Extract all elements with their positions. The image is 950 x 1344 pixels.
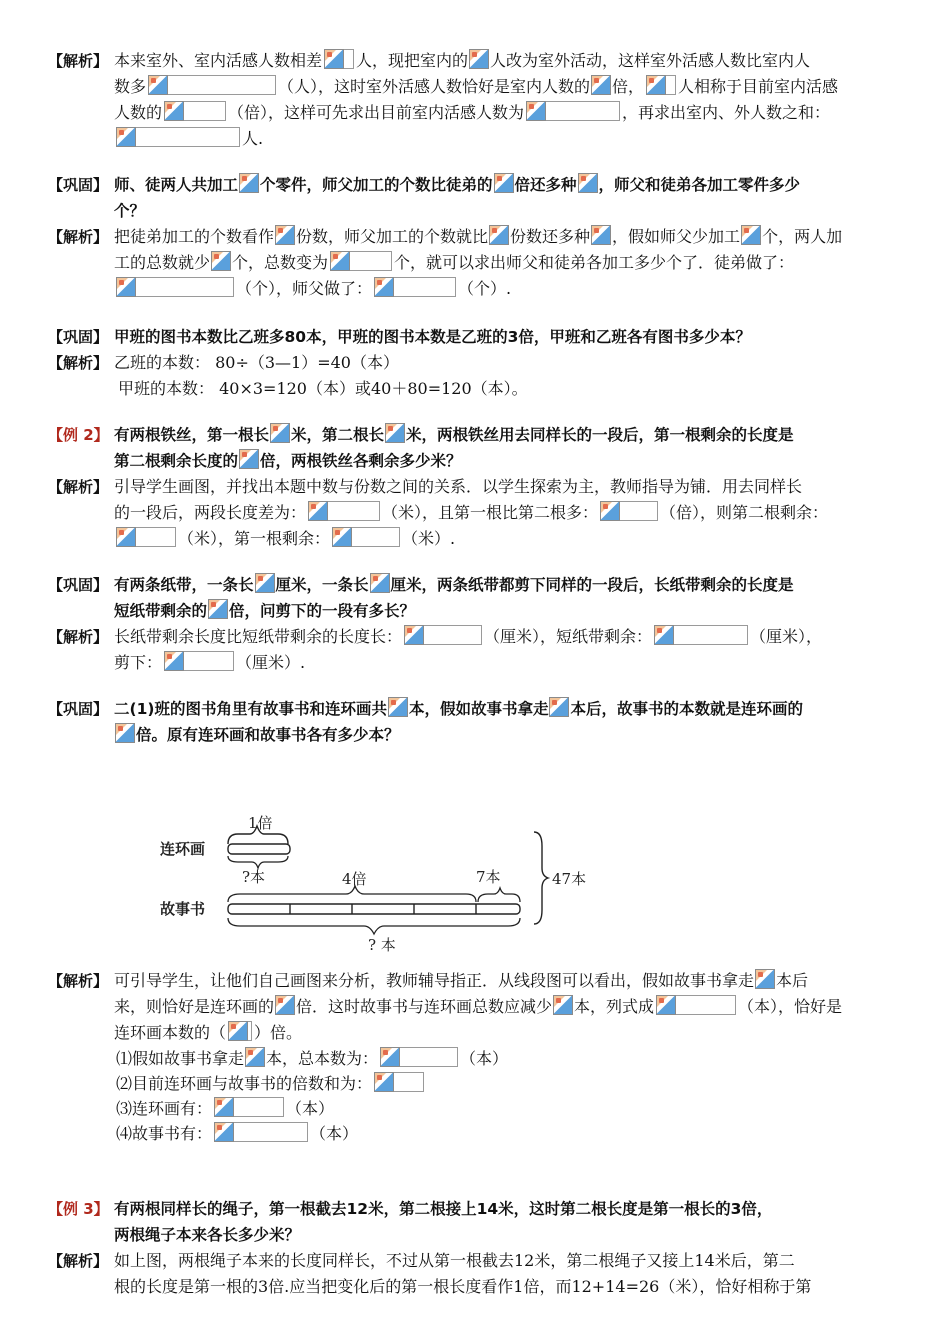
answer-box[interactable] xyxy=(324,49,354,69)
analysis-tag: 【解析】 xyxy=(48,1252,109,1270)
analysis-tag: 【解析】 xyxy=(48,228,109,246)
story-label: 故事书 xyxy=(160,900,206,918)
image-placeholder-icon xyxy=(385,423,405,443)
image-placeholder-icon xyxy=(646,75,666,95)
answer-box[interactable] xyxy=(654,625,748,645)
line-segment-diagram xyxy=(150,810,630,960)
image-placeholder-icon xyxy=(239,449,259,469)
image-placeholder-icon xyxy=(245,1047,265,1067)
analysis-1 xyxy=(48,48,908,152)
analysis-story-books xyxy=(48,968,908,1146)
answer-box[interactable] xyxy=(600,501,658,521)
comic-segment xyxy=(228,844,290,854)
analysis-tag: 【解析】 xyxy=(48,478,109,496)
example-3 xyxy=(48,1196,908,1300)
image-placeholder-icon xyxy=(275,225,295,245)
analysis-text: 引导学生画图，并找出本题中数与份数之间的关系．以学生探索为主，教师指导为铺．用去同样长 的一段后，两段长度差为： （米），且第一根比第二根多： （倍），则第二根剩余： （米），第一根剩余： （米）. xyxy=(114,477,829,548)
exercise-paper-strips xyxy=(48,572,908,676)
image-placeholder-icon xyxy=(239,173,259,193)
answer-box[interactable] xyxy=(164,651,234,671)
analysis-tag: 【解析】 xyxy=(48,354,109,372)
brace-one-times xyxy=(228,826,288,844)
question-text: 师、徒两人共加工 个零件，师父加工的个数比徒弟的 倍还多种 ，师父和徒弟各加工零件多少 个？ xyxy=(114,172,908,224)
example-2 xyxy=(48,422,908,552)
answer-box[interactable] xyxy=(332,527,400,547)
image-placeholder-icon xyxy=(489,225,509,245)
image-placeholder-icon xyxy=(330,251,350,271)
question-text: 有两根同样长的绳子，第一根截去12米，第二根接上14米，这时第二根长度是第一根长的3倍， 两根绳子本来各长多少米？ xyxy=(114,1200,773,1244)
story-unknown-label: ? 本 xyxy=(368,936,396,954)
total-label: 47本 xyxy=(552,870,587,888)
analysis-tag: 【解析】 xyxy=(48,972,109,990)
answer-box[interactable] xyxy=(330,251,392,271)
image-placeholder-icon xyxy=(332,527,352,547)
image-placeholder-icon xyxy=(370,573,390,593)
question-text: 有两根铁丝，第一根长 米，第二根长 米，两根铁丝用去同样长的一段后，第一根剩余的长度是 第二根剩余长度的 倍，两根铁丝各剩余多少米？ xyxy=(114,422,908,474)
image-placeholder-icon xyxy=(591,225,611,245)
image-placeholder-icon xyxy=(388,697,408,717)
analysis-tag: 【解析】 xyxy=(48,52,109,70)
step-4: ⑷故事书有： （本） xyxy=(116,1124,359,1143)
answer-box[interactable] xyxy=(116,127,240,147)
consolidate-tag: 【巩固】 xyxy=(48,328,109,346)
brace-total xyxy=(534,832,548,924)
step-2: ⑵目前连环画与故事书的倍数和为： xyxy=(116,1071,908,1096)
example-tag: 【例 2】 xyxy=(48,426,109,444)
answer-box[interactable] xyxy=(214,1097,284,1117)
analysis-text: 乙班的本数： 80÷（3—1）=40（本） 甲班的本数： 40×3=120（本）或40＋80=120（本）。 xyxy=(114,353,528,398)
answer-box[interactable] xyxy=(164,101,226,121)
image-placeholder-icon xyxy=(380,1047,400,1067)
comic-unknown-label: ?本 xyxy=(242,868,266,886)
answer-box[interactable] xyxy=(526,101,620,121)
answer-box[interactable] xyxy=(646,75,676,95)
image-placeholder-icon xyxy=(578,173,598,193)
image-placeholder-icon xyxy=(600,501,620,521)
question-text: 有两条纸带，一条长 厘米，一条长 厘米，两条纸带都剪下同样的一段后，长纸带剩余的长度是 短纸带剩余的 倍，问剪下的一段有多长？ xyxy=(114,572,908,624)
analysis-text: 长纸带剩余长度比短纸带剩余的长度长： （厘米），短纸带剩余： （厘米）， 剪下： （厘米）. xyxy=(114,627,823,672)
answer-box[interactable] xyxy=(116,527,176,547)
image-placeholder-icon xyxy=(164,651,184,671)
analysis-text: 可引导学生，让他们自己画图来分析，教师辅导指正．从线段图可以看出，假如故事书拿走 本后 来，则恰好是连环画的 倍．这时故事书与连环画总数应减少 本，列式成 （本），恰好是 连环画本数的（ ）倍。 ⑴假如故事书拿走 本，总本数为： （本） ⑵目前连环画与故事书的倍数和为： ⑶连环画有： （本） ⑷故事书有： （本） xyxy=(114,968,908,1146)
brace-seven xyxy=(478,888,520,902)
answer-box[interactable] xyxy=(380,1047,458,1067)
image-placeholder-icon xyxy=(115,723,135,743)
image-placeholder-icon xyxy=(214,1122,234,1142)
exercise-class-books xyxy=(48,324,908,402)
analysis-tag: 【解析】 xyxy=(48,628,109,646)
step-list xyxy=(116,1046,908,1146)
image-placeholder-icon xyxy=(164,101,184,121)
image-placeholder-icon xyxy=(116,527,136,547)
answer-box[interactable] xyxy=(228,1021,252,1041)
image-placeholder-icon xyxy=(526,101,546,121)
answer-box[interactable] xyxy=(214,1122,308,1142)
answer-box[interactable] xyxy=(148,75,276,95)
answer-box[interactable] xyxy=(404,625,482,645)
image-placeholder-icon xyxy=(228,1021,248,1041)
brace-comic-unknown xyxy=(228,856,288,868)
image-placeholder-icon xyxy=(270,423,290,443)
consolidate-tag: 【巩固】 xyxy=(48,700,109,718)
image-placeholder-icon xyxy=(208,599,228,619)
image-placeholder-icon xyxy=(214,1097,234,1117)
answer-box[interactable] xyxy=(308,501,380,521)
step-3: ⑶连环画有： （本） xyxy=(116,1099,335,1118)
exercise-master-apprentice xyxy=(48,172,908,302)
answer-box[interactable] xyxy=(374,1072,424,1092)
image-placeholder-icon xyxy=(656,995,676,1015)
question-text: 甲班的图书本数比乙班多80本，甲班的图书本数是乙班的3倍，甲班和乙班各有图书多少本？ xyxy=(114,328,751,346)
consolidate-tag: 【巩固】 xyxy=(48,576,109,594)
analysis-text: 本来室外、室内活感人数相差 人，现把室内的 人改为室外活动，这样室外活感人数比室内人 数多 （人），这时室外活感人数恰好是室内人数的 倍， 人相称于目前室内活感 人数的 （倍），这样可先求出目前室内活感人数为 ，再求出室内、外人数之和： 人. xyxy=(114,51,839,148)
image-placeholder-icon xyxy=(469,49,489,69)
image-placeholder-icon xyxy=(549,697,569,717)
example-tag: 【例 3】 xyxy=(48,1200,109,1218)
answer-box[interactable] xyxy=(116,277,234,297)
four-times-label: 4倍 xyxy=(342,870,367,888)
image-placeholder-icon xyxy=(275,995,295,1015)
image-placeholder-icon xyxy=(374,277,394,297)
brace-story-total xyxy=(228,918,520,934)
comic-label: 连环画 xyxy=(160,840,206,858)
image-placeholder-icon xyxy=(324,49,344,69)
image-placeholder-icon xyxy=(211,251,231,271)
step-1: ⑴假如故事书拿走 本，总本数为： （本） xyxy=(116,1049,509,1068)
answer-box[interactable] xyxy=(656,995,736,1015)
answer-box[interactable] xyxy=(374,277,456,297)
image-placeholder-icon xyxy=(116,277,136,297)
image-placeholder-icon xyxy=(404,625,424,645)
image-placeholder-icon xyxy=(741,225,761,245)
image-placeholder-icon xyxy=(308,501,328,521)
brace-four-times xyxy=(228,886,476,902)
image-placeholder-icon xyxy=(591,75,611,95)
image-placeholder-icon xyxy=(755,969,775,989)
image-placeholder-icon xyxy=(255,573,275,593)
seven-label: 7本 xyxy=(476,868,501,886)
image-placeholder-icon xyxy=(494,173,514,193)
image-placeholder-icon xyxy=(654,625,674,645)
consolidate-tag: 【巩固】 xyxy=(48,176,109,194)
image-placeholder-icon xyxy=(116,127,136,147)
question-text: 二(1)班的图书角里有故事书和连环画共 本，假如故事书拿走 本后，故事书的本数就是连环画的 倍。原有连环画和故事书各有多少本？ xyxy=(114,696,908,748)
exercise-story-books xyxy=(48,696,908,748)
image-placeholder-icon xyxy=(148,75,168,95)
image-placeholder-icon xyxy=(374,1072,394,1092)
analysis-text: 把徒弟加工的个数看作 份数，师父加工的个数就比 份数还多种 ，假如师父少加工 个，两人加 工的总数就少 个，总数变为 个，就可以求出师父和徒弟各加工多少个了．徒弟做了： （个），师父做了： （个）. xyxy=(114,227,843,298)
image-placeholder-icon xyxy=(553,995,573,1015)
analysis-text: 如上图，两根绳子本来的长度同样长，不过从第一根截去12米，第二根绳子又接上14米后，第二 根的长度是第一根的3倍.应当把变化后的第一根长度看作1倍，而12+14=26（米），恰好相称于第 xyxy=(114,1251,812,1296)
one-times-label: 1倍 xyxy=(248,814,273,832)
